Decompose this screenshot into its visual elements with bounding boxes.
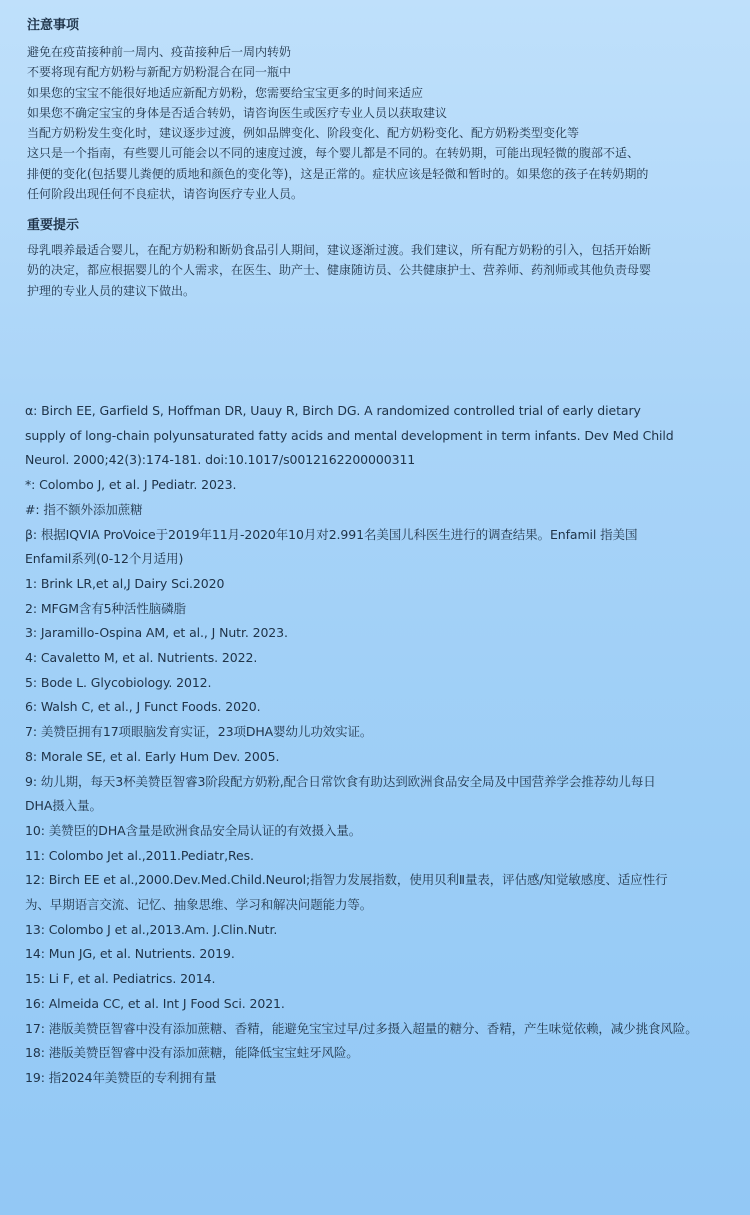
reference-line: 12: Birch EE et al.,2000.Dev.Med.Child.Neurol;指智力发展指数，使用贝利Ⅱ量表，评估感/知觉敏感度、适应性行 xyxy=(25,872,668,888)
important-paragraph xyxy=(27,240,720,301)
reference-line: 15: Li F, et al. Pediatrics. 2014. xyxy=(25,971,216,987)
reference-line: *: Colombo J, et al. J Pediatr. 2023. xyxy=(25,477,237,493)
important-line: 母乳喂养最适合婴儿，在配方奶粉和断奶食品引人期间，建议逐渐过渡。我们建议，所有配方奶粉的引入，包括开始断 xyxy=(27,243,652,257)
notice-line: 当配方奶粉发生变化时，建议逐步过渡，例如品牌变化、阶段变化、配方奶粉变化、配方奶粉类型变化等 xyxy=(27,126,580,141)
notice-line: 如果您不确定宝宝的身体是否适合转奶，请咨询医生或医疗专业人员以获取建议 xyxy=(27,105,448,120)
reference-line: 3: Jaramillo-Ospina AM, et al., J Nutr. 2023. xyxy=(25,625,288,641)
reference-line: 1: Brink LR,et al,J Dairy Sci.2020 xyxy=(25,575,225,591)
reference-line: 2: MFGM含有5种活性脑磷脂 xyxy=(25,600,186,616)
reference-line: 9: 幼儿期，每天3杯美赞臣智睿3阶段配方奶粉,配合日常饮食有助达到欧洲食品安全局及中国营养学会推荐幼儿每日 xyxy=(25,773,656,789)
notice-title: 注意事项 xyxy=(27,18,80,33)
notice-section xyxy=(27,17,720,204)
important-line: 护理的专业人员的建议下做出。 xyxy=(27,283,196,298)
reference-line: 4: Cavaletto M, et al. Nutrients. 2022. xyxy=(25,650,258,666)
references-list xyxy=(25,399,730,1091)
reference-line: DHA摄入量。 xyxy=(25,798,102,814)
reference-line: supply of long-chain polyunsaturated fatty acids and mental development in term infants. Dev Med Child xyxy=(25,427,674,443)
notice-line: 这只是一个指南，有些婴儿可能会以不同的速度过渡，每个婴儿都是不同的。在转奶期，可能出现轻微的腹部不适、 xyxy=(27,146,640,161)
reference-line: Enfamil系列(0-12个月适用) xyxy=(25,551,184,567)
notice-line: 避免在疫苗接种前一周内、疫苗接种后一周内转奶 xyxy=(27,45,292,59)
notice-line: 不要将现有配方奶粉与新配方奶粉混合在同一瓶中 xyxy=(27,65,292,80)
important-line: 奶的决定，都应根据婴儿的个人需求，在医生、助产士、健康随访员、公共健康护士、营养师、药剂师或其他负责母婴 xyxy=(27,263,652,278)
important-title: 重要提示 xyxy=(27,218,80,233)
reference-line: β: 根据IQVIA ProVoice于2019年11月-2020年10月对2.991名美国儿科医生进行的调查结果。Enfamil 指美国 xyxy=(25,526,638,542)
reference-line: Neurol. 2000;42(3):174-181. doi:10.1017/s0012162200000311 xyxy=(25,452,416,468)
notice-list xyxy=(27,42,720,204)
notice-line: 如果您的宝宝不能很好地适应新配方奶粉，您需要给宝宝更多的时间来适应 xyxy=(27,85,424,100)
reference-line: 16: Almeida CC, et al. Int J Food Sci. 2021. xyxy=(25,995,285,1011)
reference-line: 6: Walsh C, et al., J Funct Foods. 2020. xyxy=(25,699,261,715)
reference-line: 18: 港版美赞臣智睿中没有添加蔗糖，能降低宝宝蛀牙风险。 xyxy=(25,1045,359,1061)
reference-line: 11: Colombo Jet al.,2011.Pediatr,Res. xyxy=(25,847,254,863)
reference-line: 13: Colombo J et al.,2013.Am. J.Clin.Nutr. xyxy=(25,921,278,937)
notice-line: 排便的变化(包括婴儿粪便的质地和颜色的变化等)，这是正常的。症状应该是轻微和暂时的。如果您的孩子在转奶期的 xyxy=(27,166,649,181)
important-section xyxy=(27,217,720,301)
reference-line: 8: Morale SE, et al. Early Hum Dev. 2005. xyxy=(25,748,280,764)
reference-line: α: Birch EE, Garfield S, Hoffman DR, Uauy R, Birch DG. A randomized controlled trial of early dietary xyxy=(25,403,641,418)
reference-line: 为、早期语言交流、记忆、抽象思维、学习和解决问题能力等。 xyxy=(25,897,373,913)
reference-line: 7: 美赞臣拥有17项眼脑发育实证，23项DHA婴幼儿功效实证。 xyxy=(25,724,373,740)
reference-line: 5: Bode L. Glycobiology. 2012. xyxy=(25,674,212,690)
reference-line: 17: 港版美赞臣智睿中没有添加蔗糖、香精，能避免宝宝过早/过多摄入超量的糖分、香精，产生味觉依赖，减少挑食风险。 xyxy=(25,1020,698,1036)
reference-line: #: 指不额外添加蔗糖 xyxy=(25,501,143,517)
reference-line: 10: 美赞臣的DHA含量是欧洲食品安全局认证的有效摄入量。 xyxy=(25,822,362,838)
notice-line: 任何阶段出现任何不良症状，请咨询医疗专业人员。 xyxy=(27,187,304,202)
reference-line: 19: 指2024年美赞臣的专利拥有量 xyxy=(25,1069,217,1085)
reference-line: 14: Mun JG, et al. Nutrients. 2019. xyxy=(25,946,235,962)
